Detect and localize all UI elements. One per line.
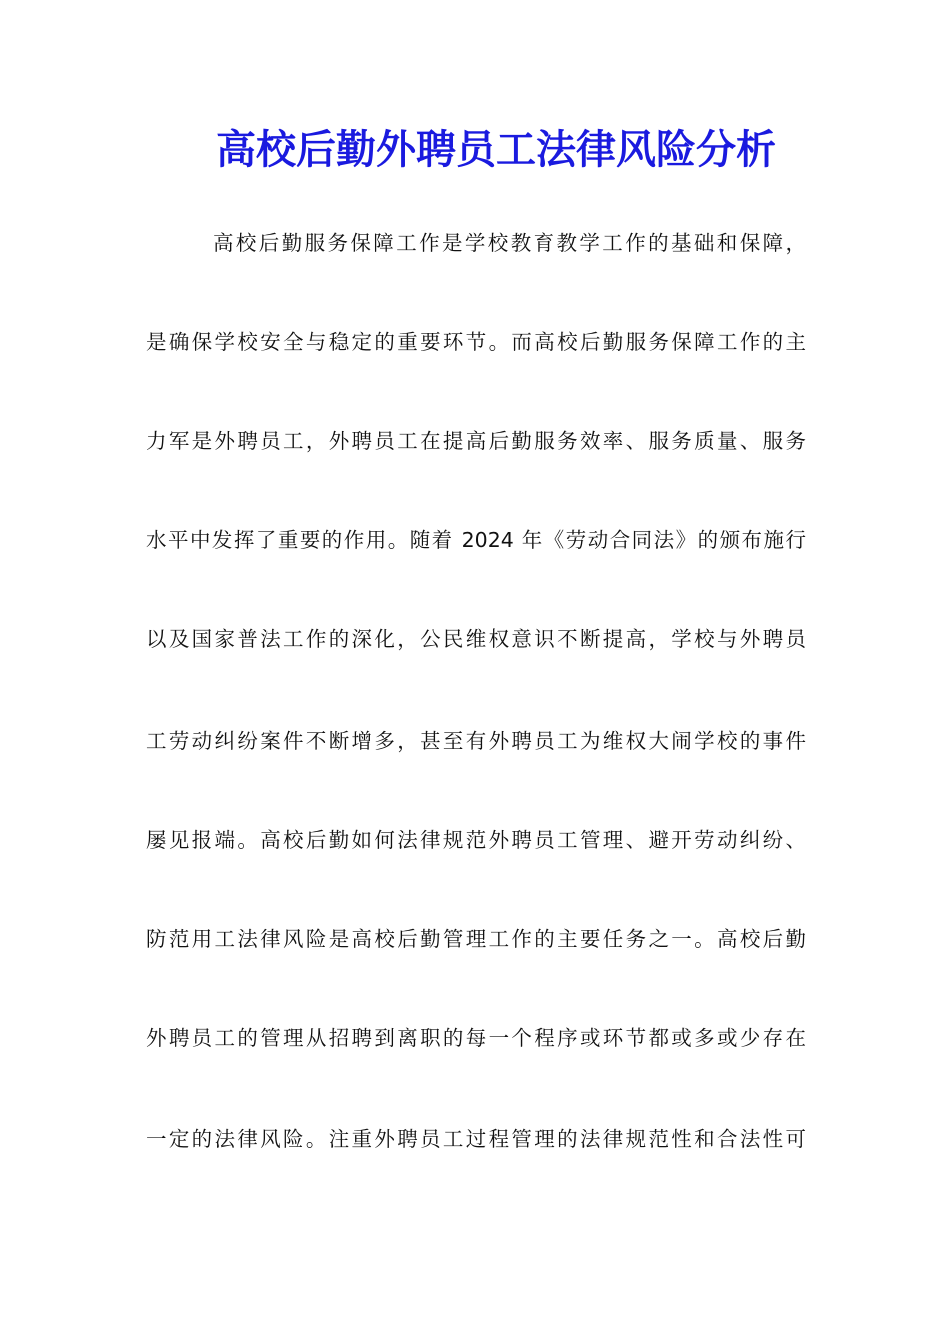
- paragraph-line: 力军是外聘员工，外聘员工在提高后勤服务效率、服务质量、服务: [146, 429, 806, 453]
- document-title: 高校后勤外聘员工法律风险分析: [216, 126, 776, 173]
- paragraph-line: 高校后勤服务保障工作是学校教育教学工作的基础和保障，: [213, 231, 806, 255]
- paragraph-line: 外聘员工的管理从招聘到离职的每一个程序或环节都或多或少存在: [146, 1026, 806, 1050]
- paragraph-line: 防范用工法律风险是高校后勤管理工作的主要任务之一。高校后勤: [146, 927, 806, 951]
- paragraph-line: 以及国家普法工作的深化，公民维权意识不断提高，学校与外聘员: [146, 627, 806, 651]
- paragraph-line: 水平中发挥了重要的作用。随着 2024 年《劳动合同法》的颁布施行: [146, 528, 806, 552]
- paragraph-line: 是确保学校安全与稳定的重要环节。而高校后勤服务保障工作的主: [146, 330, 806, 354]
- paragraph-line: 一定的法律风险。注重外聘员工过程管理的法律规范性和合法性可: [146, 1127, 806, 1151]
- paragraph-line: 工劳动纠纷案件不断增多，甚至有外聘员工为维权大闹学校的事件: [146, 729, 806, 753]
- paragraph-line: 屡见报端。高校后勤如何法律规范外聘员工管理、避开劳动纠纷、: [146, 828, 806, 852]
